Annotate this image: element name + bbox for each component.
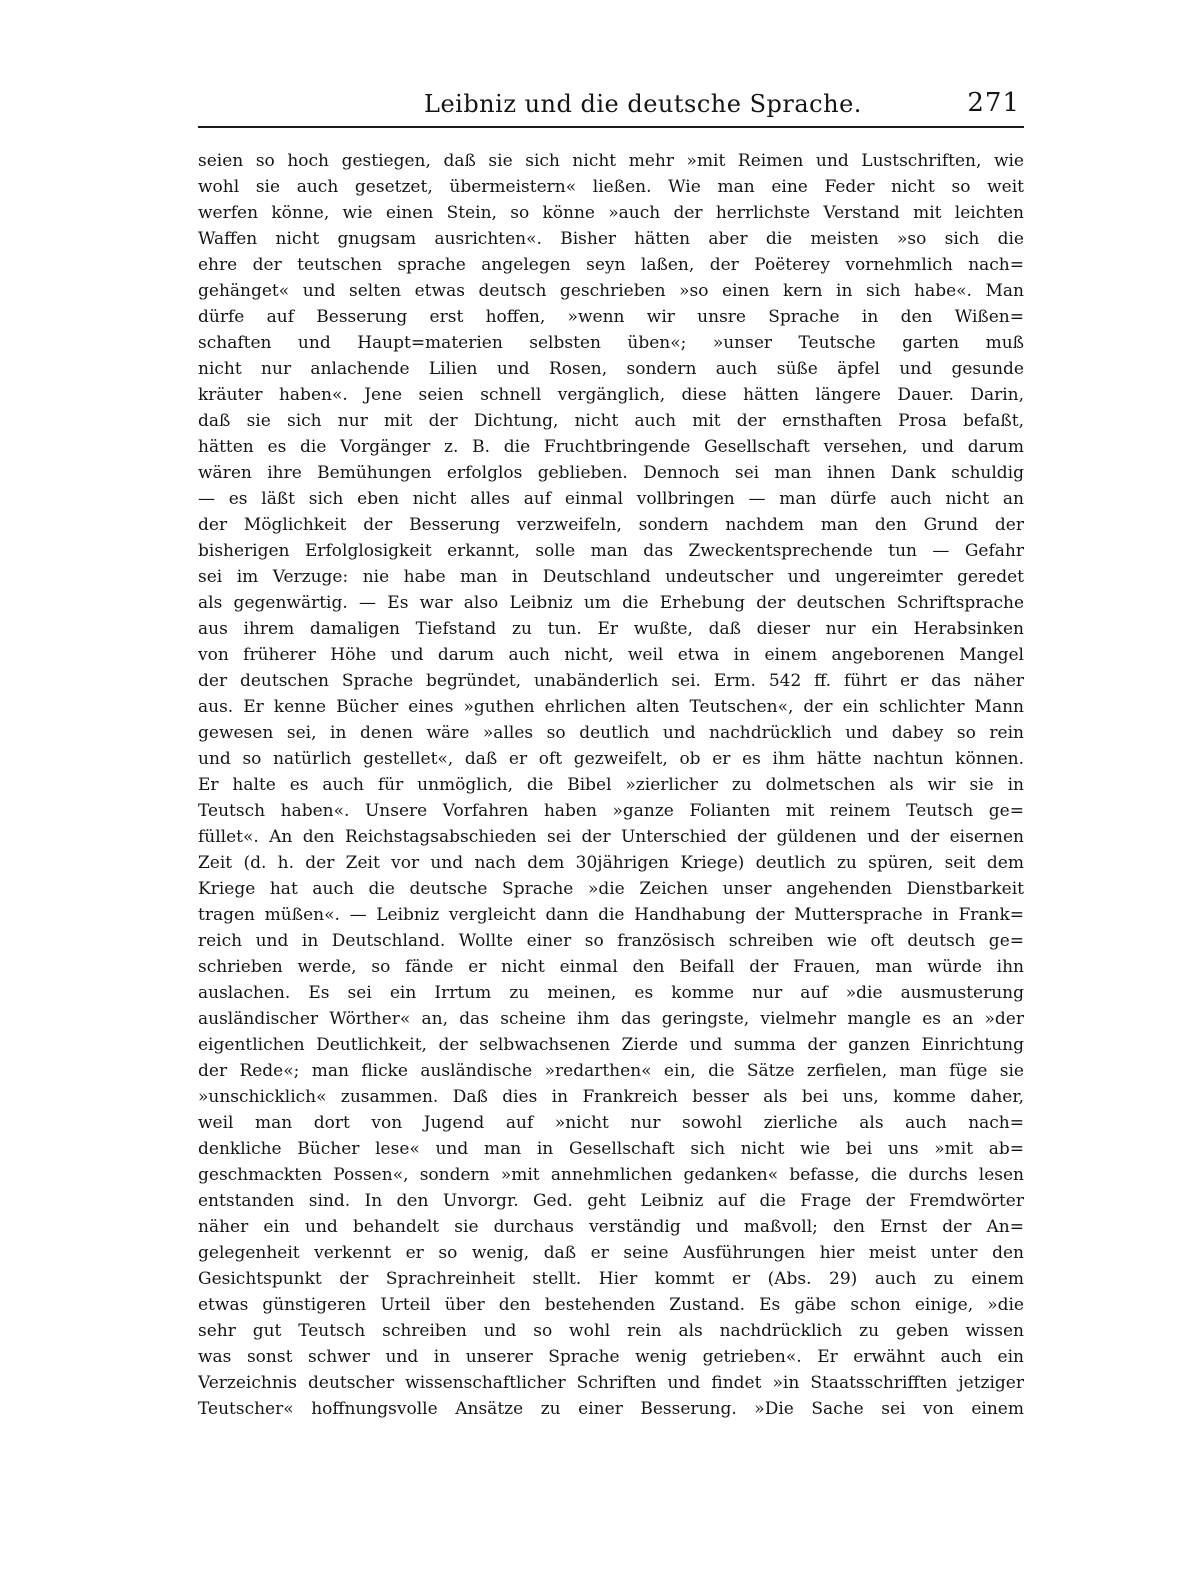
text-line: gewesen sei, in denen wäre »alles so deutlich und nachdrücklich und dabey so rein <box>198 723 1024 743</box>
text-line: der deutschen Sprache begründet, unabänderlich sei. Erm. 542 ff. führt er das näher <box>198 671 1024 691</box>
text-line: Gesichtspunkt der Sprachreinheit stellt. Hier kommt er (Abs. 29) auch zu einem <box>198 1269 1024 1289</box>
text-line: Teutsch haben«. Unsere Vorfahren haben »ganze Folianten mit reinem Teutsch ge= <box>198 801 1024 821</box>
text-line: auslachen. Es sei ein Irrtum zu meinen, es komme nur auf »die ausmusterung <box>198 983 1024 1003</box>
text-line: von früherer Höhe und darum auch nicht, weil etwa in einem angeborenen Mangel <box>198 645 1024 665</box>
text-line: dürfe auf Besserung erst hoffen, »wenn wir unsre Sprache in den Wißen= <box>198 307 1024 327</box>
text-line: aus. Er kenne Bücher eines »guthen ehrlichen alten Teutschen«, der ein schlichter Mann <box>198 697 1024 717</box>
page-header <box>198 80 1024 128</box>
text-line: Kriege hat auch die deutsche Sprache »die Zeichen unser angehenden Dienstbarkeit <box>198 879 1024 899</box>
text-line: gelegenheit verkennt er so wenig, daß er seine Ausführungen hier meist unter den <box>198 1243 1024 1263</box>
text-line: schrieben werde, so fände er nicht einmal den Beifall der Frauen, man würde ihn <box>198 957 1024 977</box>
text-line: geschmackten Possen«, sondern »mit annehmlichen gedanken« befasse, die durchs lesen <box>198 1165 1024 1185</box>
body-text <box>198 148 1024 1422</box>
running-title: Leibniz und die deutsche Sprache. <box>424 90 862 118</box>
text-line: eigentlichen Deutlichkeit, der selbwachsenen Zierde und summa der ganzen Einrichtung <box>198 1035 1024 1055</box>
text-line: kräuter haben«. Jene seien schnell vergänglich, diese hätten längere Dauer. Darin, <box>198 385 1024 405</box>
text-line: füllet«. An den Reichstagsabschieden sei der Unterschied der güldenen und der eisernen <box>198 827 1024 847</box>
text-line: entstanden sind. In den Unvorgr. Ged. geht Leibniz auf die Frage der Fremdwörter <box>198 1191 1024 1211</box>
text-line: Er halte es auch für unmöglich, die Bibel »zierlicher zu dolmetschen als wir sie in <box>198 775 1024 795</box>
text-line: gehänget« und selten etwas deutsch geschrieben »so einen kern in sich habe«. Man <box>198 281 1024 301</box>
text-line: seien so hoch gestiegen, daß sie sich nicht mehr »mit Reimen und Lustschriften, wie <box>198 151 1024 171</box>
text-line: ausländischer Wörther« an, das scheine ihm das geringste, vielmehr mangle es an »der <box>198 1009 1024 1029</box>
page-number: 271 <box>967 88 1020 118</box>
text-line: Teutscher« hoffnungsvolle Ansätze zu einer Besserung. »Die Sache sei von einem <box>198 1399 1024 1419</box>
text-line: — es läßt sich eben nicht alles auf einmal vollbringen — man dürfe auch nicht an <box>198 489 1024 509</box>
text-line: was sonst schwer und in unserer Sprache wenig getrieben«. Er erwähnt auch ein <box>198 1347 1024 1367</box>
text-line: werfen könne, wie einen Stein, so könne »auch der herrlichste Verstand mit leichten <box>198 203 1024 223</box>
text-line: »unschicklich« zusammen. Daß dies in Frankreich besser als bei uns, komme daher, <box>198 1087 1024 1107</box>
text-line: Zeit (d. h. der Zeit vor und nach dem 30jährigen Kriege) deutlich zu spüren, seit dem <box>198 853 1024 873</box>
text-line: Waffen nicht gnugsam ausrichten«. Bisher hätten aber die meisten »so sich die <box>198 229 1024 249</box>
text-line: reich und in Deutschland. Wollte einer so französisch schreiben wie oft deutsch ge= <box>198 931 1024 951</box>
text-line: ehre der teutschen sprache angelegen seyn laßen, der Poëterey vornehmlich nach= <box>198 255 1024 275</box>
text-line: tragen müßen«. — Leibniz vergleicht dann die Handhabung der Muttersprache in Frank= <box>198 905 1024 925</box>
text-line: daß sie sich nur mit der Dichtung, nicht auch mit der ernsthaften Prosa befaßt, <box>198 411 1024 431</box>
text-line: etwas günstigeren Urteil über den bestehenden Zustand. Es gäbe schon einige, »die <box>198 1295 1024 1315</box>
text-line: hätten es die Vorgänger z. B. die Fruchtbringende Gesellschaft versehen, und darum <box>198 437 1024 457</box>
text-line: wohl sie auch gesetzet, übermeistern« ließen. Wie man eine Feder nicht so weit <box>198 177 1024 197</box>
text-line: der Rede«; man flicke ausländische »redarthen« ein, die Sätze zerfielen, man füge sie <box>198 1061 1024 1081</box>
text-line: weil man dort von Jugend auf »nicht nur sowohl zierliche als auch nach= <box>198 1113 1024 1133</box>
text-line: als gegenwärtig. — Es war also Leibniz um die Erhebung der deutschen Schriftsprache <box>198 593 1024 613</box>
text-line: und so natürlich gestellet«, daß er oft gezweifelt, ob er es ihm hätte nachtun können. <box>198 749 1024 769</box>
text-line: sehr gut Teutsch schreiben und so wohl rein als nachdrücklich zu geben wissen <box>198 1321 1024 1341</box>
text-line: der Möglichkeit der Besserung verzweifeln, sondern nachdem man den Grund der <box>198 515 1024 535</box>
text-line: denkliche Bücher lese« und man in Gesellschaft sich nicht wie bei uns »mit ab= <box>198 1139 1024 1159</box>
text-line: wären ihre Bemühungen erfolglos geblieben. Dennoch sei man ihnen Dank schuldig <box>198 463 1024 483</box>
text-line: aus ihrem damaligen Tiefstand zu tun. Er wußte, daß dieser nur ein Herabsinken <box>198 619 1024 639</box>
text-line: bisherigen Erfolglosigkeit erkannt, solle man das Zweckentsprechende tun — Gefahr <box>198 541 1024 561</box>
text-line: nicht nur anlachende Lilien und Rosen, sondern auch süße äpfel und gesunde <box>198 359 1024 379</box>
text-line: Verzeichnis deutscher wissenschaftlicher Schriften und findet »in Staatsschrifften jetziger <box>198 1373 1024 1393</box>
text-line: sei im Verzuge: nie habe man in Deutschland undeutscher und ungereimter geredet <box>198 567 1024 587</box>
text-line: schaften und Haupt=materien selbsten üben«; »unser Teutsche garten muß <box>198 333 1024 353</box>
text-line: näher ein und behandelt sie durchaus verständig und maßvoll; den Ernst der An= <box>198 1217 1024 1237</box>
